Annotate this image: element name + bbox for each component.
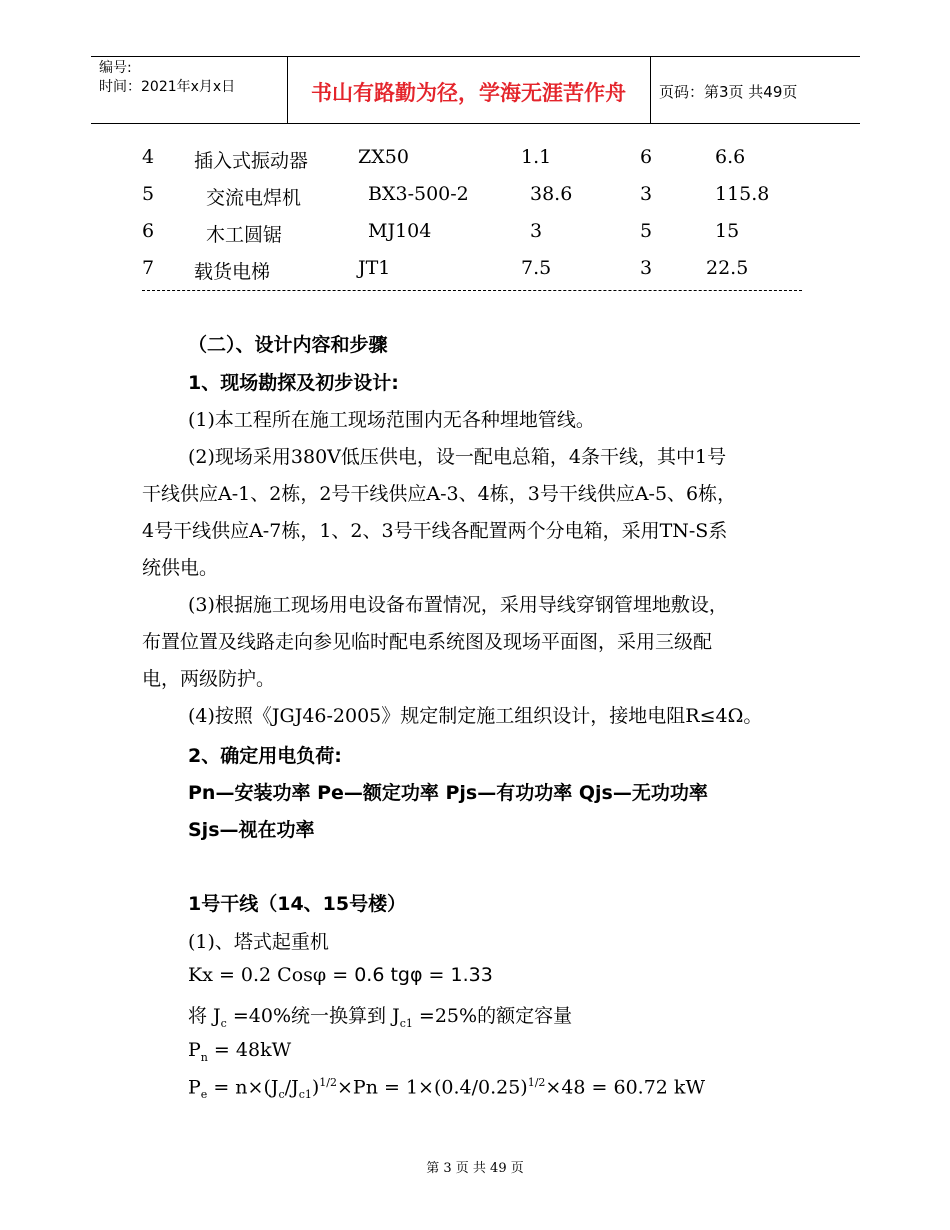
row-model: BX3-500-2 [368, 183, 469, 205]
step1-title: 1、现场勘探及初步设计: [188, 372, 399, 394]
text-fragment: = n×(J [207, 1076, 279, 1099]
definitions-line: Pn—安装功率 Pe—额定功率 Pjs—有功功率 Qjs—无功功率 [188, 782, 708, 804]
text-fragment: =40%统一换算到 J [226, 1005, 400, 1027]
pe-formula-line [188, 1076, 705, 1101]
text-fragment: ) [311, 1076, 320, 1099]
row-total: 115.8 [715, 183, 770, 205]
row-name: 交流电焊机 [206, 187, 302, 209]
paragraph-line: 4号干线供应A-7栋，1、2、3号干线各配置两个分电箱，采用TN-S系 [142, 520, 728, 542]
row-qty: 6 [640, 146, 653, 168]
paragraph-line: (3)根据施工现场用电设备布置情况，采用导线穿钢管埋地敷设， [188, 594, 728, 616]
subscript: c1 [298, 1088, 312, 1102]
header-number-label: 编号: [99, 60, 132, 76]
section-title: （二）、设计内容和步骤 [188, 334, 388, 356]
superscript: 1/2 [527, 1076, 546, 1089]
page-footer: 第 3 页 共 49 页 [426, 1161, 524, 1176]
text-fragment: 将 J [188, 1005, 221, 1027]
paragraph-line: 干线供应A-1、2栋，2号干线供应A-3、4栋，3号干线供应A-5、6栋， [142, 483, 737, 505]
row-power: 38.6 [530, 183, 573, 205]
row-power: 7.5 [521, 257, 552, 279]
row-name: 载货电梯 [194, 261, 271, 283]
coefficient-line [188, 964, 493, 986]
row-no: 5 [142, 183, 155, 205]
subscript: c [278, 1088, 285, 1102]
step2-title: 2、确定用电负荷: [188, 745, 342, 767]
text-fragment: =25%的额定容量 [412, 1005, 573, 1027]
paragraph-line: 统供电。 [142, 557, 219, 579]
row-name: 木工圆锯 [206, 224, 283, 246]
row-qty: 5 [640, 220, 653, 242]
paragraph-line: 布置位置及线路走向参见临时配电系统图及现场平面图，采用三级配 [142, 631, 713, 653]
paragraph: (1)本工程所在施工现场范围内无各种埋地管线。 [188, 409, 595, 431]
paragraph: (4)按照《JGJ46-2005》规定制定施工组织设计，接地电阻R≤4Ω。 [188, 705, 763, 727]
row-power: 3 [530, 220, 543, 242]
row-total: 22.5 [706, 257, 749, 279]
header-divider [650, 57, 651, 123]
row-model: ZX50 [358, 146, 409, 168]
paragraph-line: 电，两级防护。 [142, 668, 276, 690]
text-fragment: ×48 = 60.72 kW [545, 1076, 705, 1099]
kx-part: Kx = 0.2 Cosφ [188, 964, 327, 986]
row-model: MJ104 [368, 220, 432, 242]
row-no: 7 [142, 257, 155, 279]
text-fragment: ×Pn = 1×(0.4/0.25) [337, 1076, 528, 1099]
subscript: c [220, 1016, 227, 1030]
page-header [91, 56, 860, 124]
cos-tg-part: = 0.6 tgφ = 1.33 [326, 964, 493, 986]
text-fragment: = 48kW [207, 1039, 292, 1061]
pn-line [188, 1039, 291, 1064]
row-no: 6 [142, 220, 155, 242]
text-fragment: P [188, 1039, 201, 1061]
superscript: 1/2 [319, 1076, 337, 1089]
row-no: 4 [142, 146, 155, 168]
table-end-divider [142, 290, 802, 291]
trunk-title: 1号干线（14、15号楼） [188, 893, 407, 915]
definitions-line: Sjs—视在功率 [188, 819, 315, 841]
text-fragment: /J [284, 1076, 299, 1099]
subscript: c1 [399, 1016, 413, 1030]
row-power: 1.1 [521, 146, 552, 168]
text-fragment: P [188, 1076, 201, 1099]
row-qty: 3 [640, 183, 653, 205]
paragraph-line: (2)现场采用380V低压供电，设一配电总箱，4条干线，其中1号 [188, 446, 727, 468]
row-model: JT1 [358, 257, 391, 279]
header-page-info: 页码：第3页 共49页 [659, 83, 798, 101]
subscript: n [200, 1050, 208, 1064]
header-time-label: 时间：2021年x月x日 [99, 79, 236, 95]
subscript: e [200, 1088, 208, 1102]
row-qty: 3 [640, 257, 653, 279]
header-meta [99, 59, 235, 97]
row-total: 15 [715, 220, 740, 242]
item-title: (1)、塔式起重机 [188, 931, 329, 953]
header-motto: 书山有路勤为径，学海无涯苦作舟 [311, 81, 626, 105]
row-name: 插入式振动器 [194, 150, 309, 172]
conversion-line [188, 1001, 572, 1030]
row-total: 6.6 [715, 146, 746, 168]
